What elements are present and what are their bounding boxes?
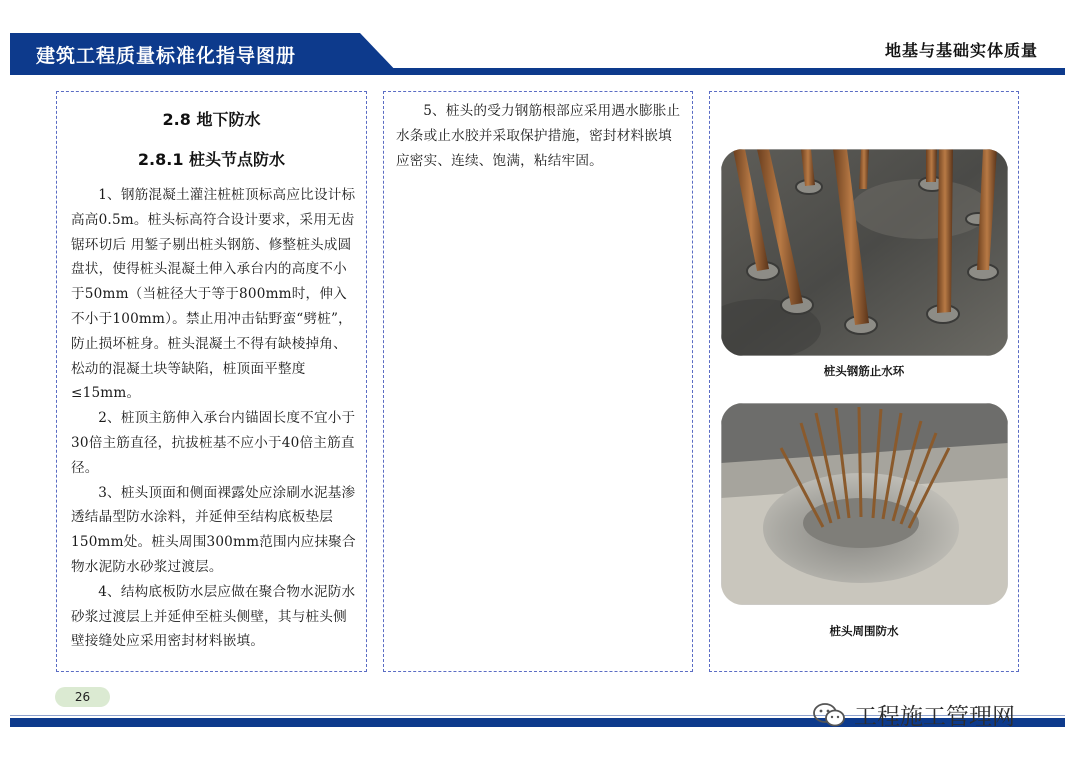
photo2-caption: 桩头周围防水 (829, 624, 899, 638)
book-title: 建筑工程质量标准化指导图册 (36, 45, 297, 67)
paragraph-5: 5、桩头的受力钢筋根部应采用遇水膨胀止水条或止水胶并采取保护措施，密封材料嵌填应密实、连续、饱满，粘结牢固。 (396, 103, 681, 169)
subsection-heading: 2.8.1 桩头节点防水 (137, 150, 286, 169)
text-panel-middle (383, 91, 693, 672)
paragraph-2: 2、桩顶主筋伸入承台内锚固长度不宜小于30倍主筋直径，抗拔桩基不应小于40倍主筋直径。 (71, 410, 356, 476)
watermark (812, 698, 1015, 731)
text-panel-left (56, 91, 367, 672)
body-text-middle (396, 99, 684, 173)
body-text (71, 183, 357, 654)
watermark-text: 工程施工管理网 (854, 704, 1015, 730)
page-number: 26 (55, 687, 110, 707)
pile-rebar-waterstop-photo (721, 149, 1008, 356)
paragraph-4: 4、结构底板防水层应做在聚合物水泥防水砂浆过渡层上并延伸至桩头侧壁，其与桩头侧壁接缝处应采用密封材料嵌填。 (71, 583, 356, 650)
header-rule (10, 68, 1065, 75)
pile-surrounding-waterproofing-photo (721, 403, 1008, 605)
photo1-caption: 桩头钢筋止水环 (823, 364, 905, 378)
wechat-icon (812, 702, 846, 728)
photo-panel-right (709, 91, 1019, 672)
section-heading: 2.8 地下防水 (162, 110, 261, 129)
paragraph-3: 3、桩头顶面和侧面裸露处应涂刷水泥基渗透结晶型防水涂料，并延伸至结构底板垫层150mm处。桩头周围300mm范围内应抹聚合物水泥防水砂浆过渡层。 (71, 484, 356, 575)
chapter-title: 地基与基础实体质量 (884, 41, 1038, 60)
paragraph-1: 1、钢筋混凝土灌注桩桩顶标高应比设计标高高0.5m。桩头标高符合设计要求，采用无齿锯环切后 用錾子剔出桩头钢筋、修整桩头成圆盘状，使得桩头混凝土伸入承台内的高度不小于50mm（当桩径大于等于800mm时，伸入不小于100mm）。禁止用冲击钻野蛮“劈桩”，防止损坏桩身。桩头混凝土不得有缺棱掉角、松动的混凝土块等缺陷，桩顶面平整度≤15mm。 (71, 187, 356, 402)
